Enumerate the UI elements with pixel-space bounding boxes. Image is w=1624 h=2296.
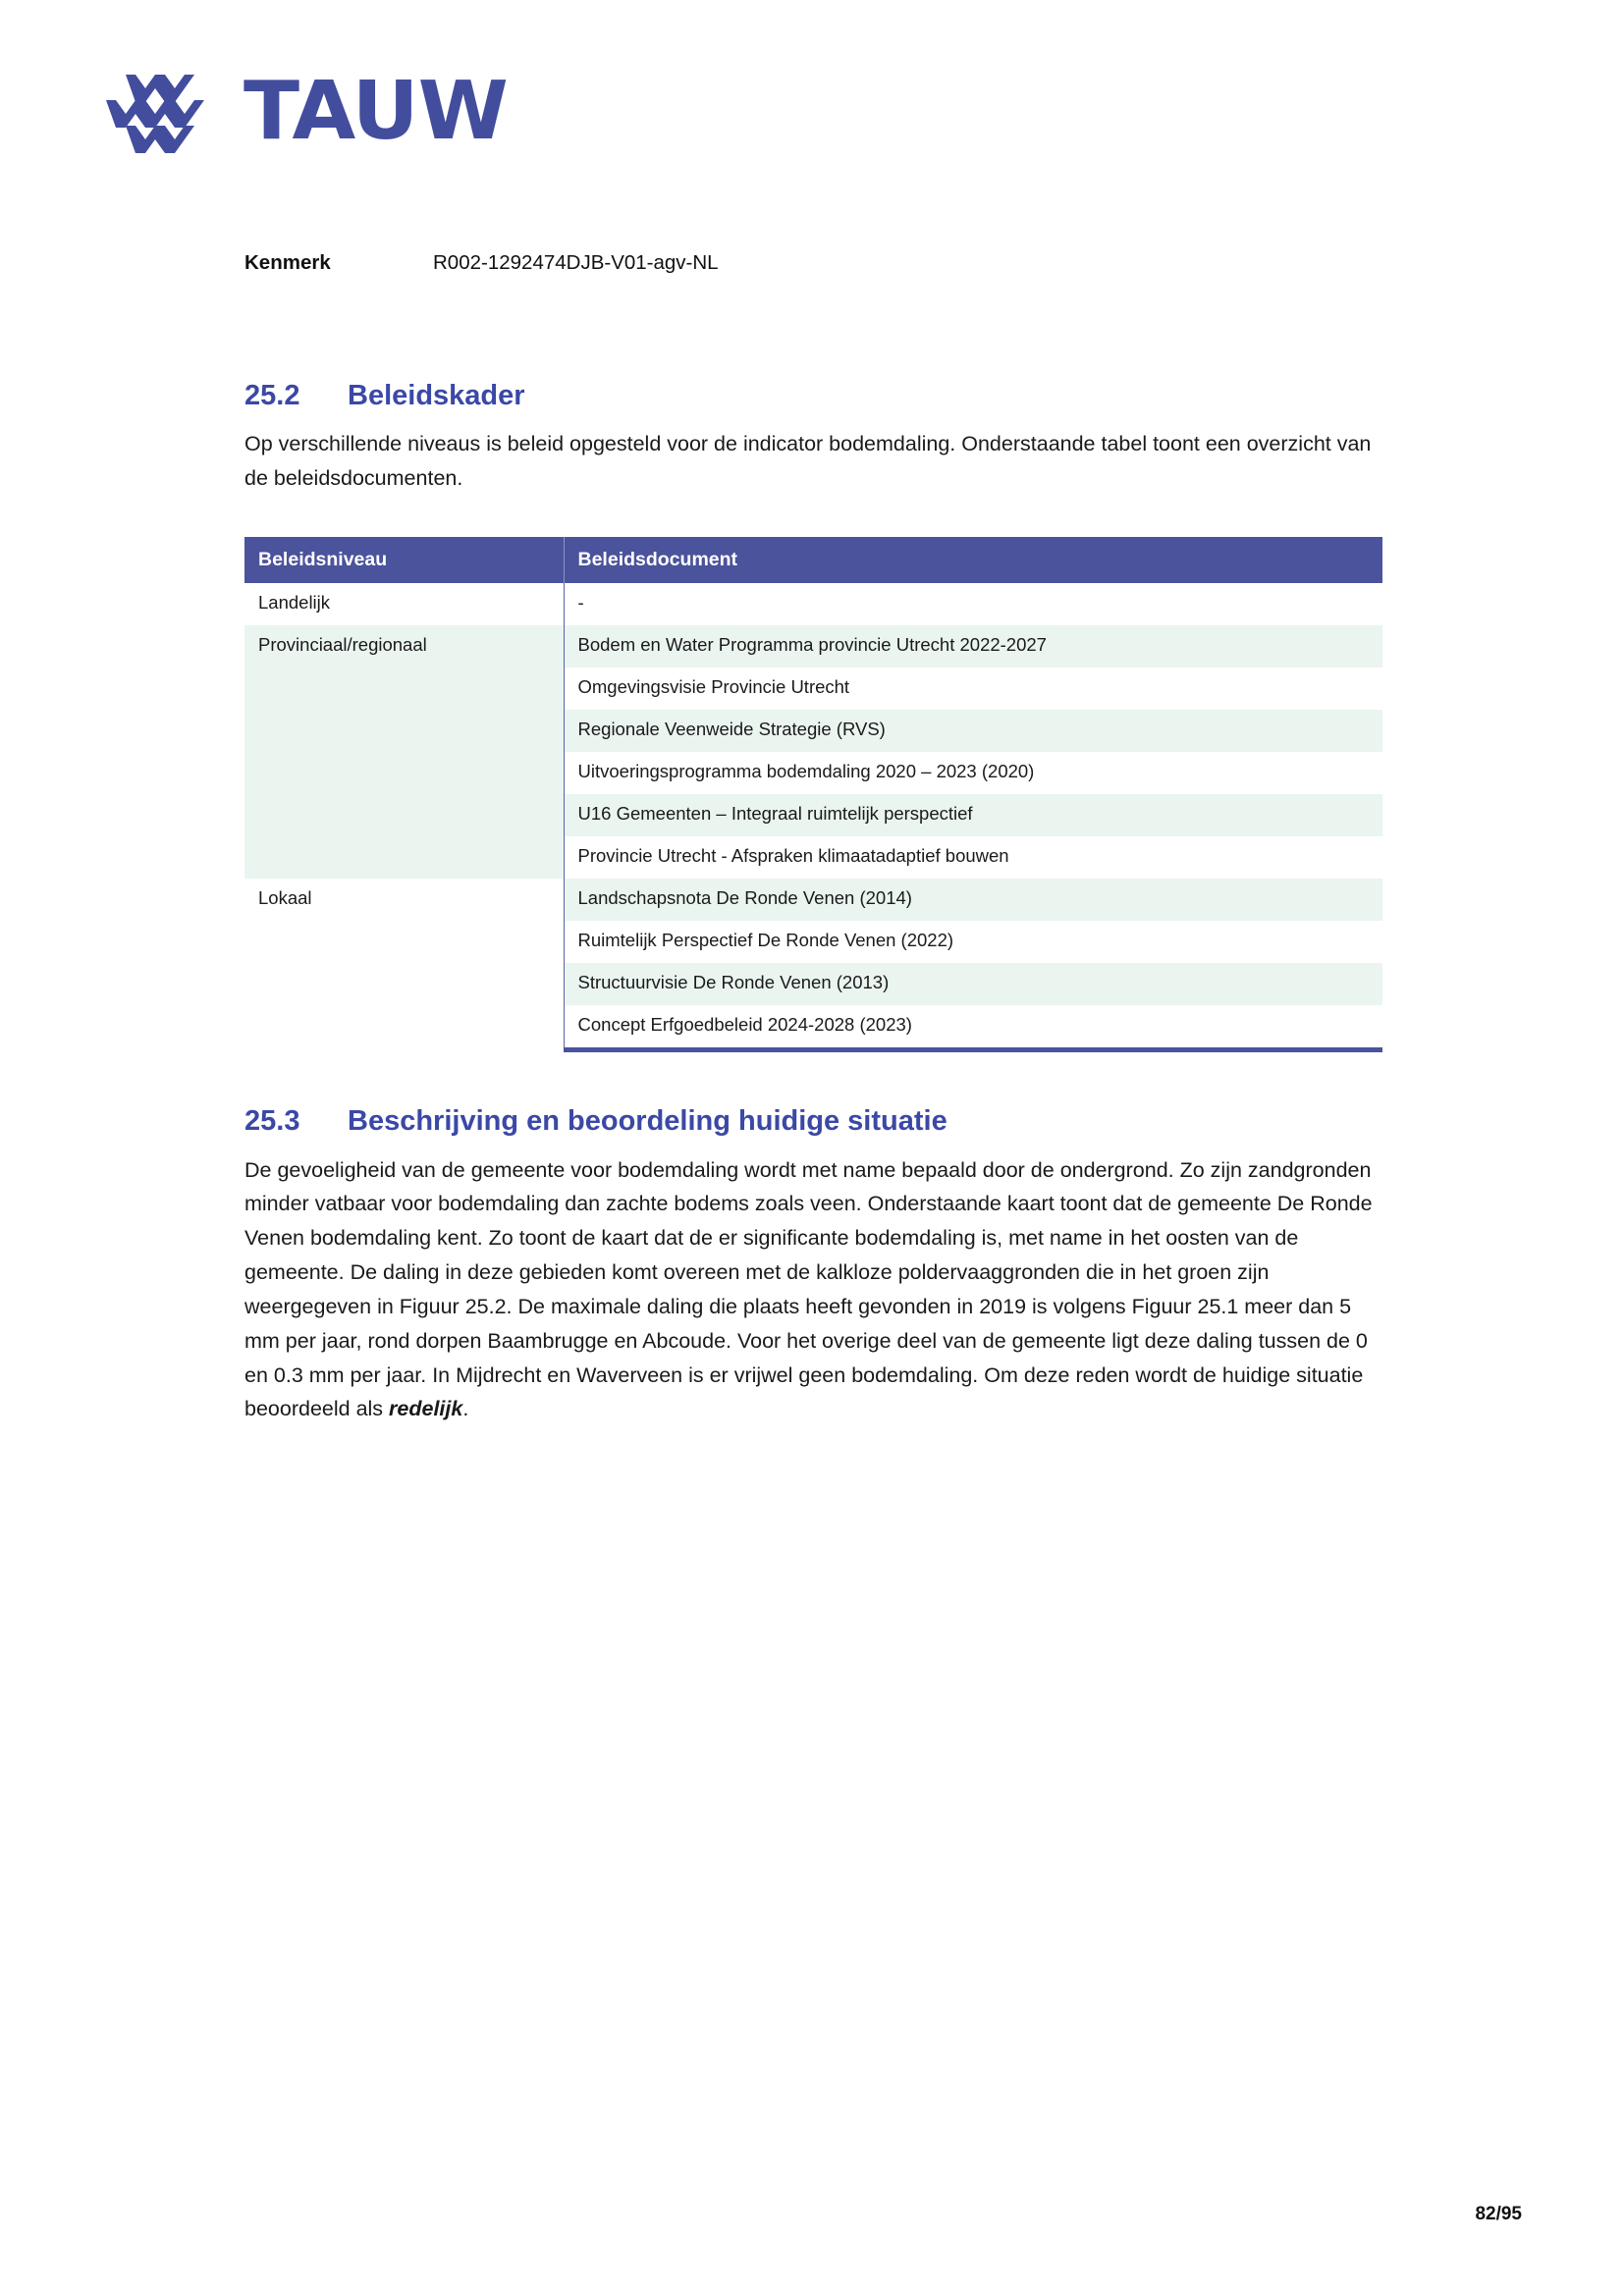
heading-25-2-number: 25.2 xyxy=(244,380,300,411)
table-cell-document: Structuurvisie De Ronde Venen (2013) xyxy=(564,963,1382,1005)
table-cell-level: Lokaal xyxy=(244,879,564,1050)
heading-25-2-title: Beleidskader xyxy=(348,380,525,411)
paragraph-25-3-emphasis: redelijk xyxy=(389,1397,463,1421)
policy-table-header-row xyxy=(244,537,1382,583)
table-cell-document: Ruimtelijk Perspectief De Ronde Venen (2022) xyxy=(564,921,1382,963)
kenmerk-value: R002-1292474DJB-V01-agv-NL xyxy=(433,251,719,274)
table-cell-level: Provinciaal/regionaal xyxy=(244,625,564,879)
heading-25-2 xyxy=(244,378,1382,413)
policy-table-header-beleidsniveau: Beleidsniveau xyxy=(244,537,564,583)
kenmerk-label: Kenmerk xyxy=(244,251,331,274)
page-number: 82/95 xyxy=(1475,2204,1522,2224)
document-content xyxy=(244,378,1382,1426)
policy-table-body xyxy=(244,583,1382,1050)
policy-table xyxy=(244,537,1382,1052)
tauw-wordmark: TAUW xyxy=(244,65,508,158)
heading-25-3-number: 25.3 xyxy=(244,1105,300,1138)
heading-25-3 xyxy=(244,1103,1382,1139)
table-cell-document: Bodem en Water Programma provincie Utrecht 2022-2027 xyxy=(564,625,1382,667)
table-cell-document: - xyxy=(564,583,1382,625)
tauw-logo xyxy=(102,61,508,163)
heading-25-3-title: Beschrijving en beoordeling huidige situatie xyxy=(348,1105,947,1138)
paragraph-25-2: Op verschillende niveaus is beleid opgesteld voor de indicator bodemdaling. Onderstaande tabel toont een overzicht van de beleidsdocumenten. xyxy=(244,432,1372,491)
policy-table-header-beleidsdocument: Beleidsdocument xyxy=(564,537,1382,583)
table-cell-document: Landschapsnota De Ronde Venen (2014) xyxy=(564,879,1382,921)
table-row xyxy=(244,583,1382,625)
policy-table-head xyxy=(244,537,1382,583)
table-cell-document: Regionale Veenweide Strategie (RVS) xyxy=(564,710,1382,752)
table-cell-level: Landelijk xyxy=(244,583,564,625)
table-row xyxy=(244,625,1382,667)
tauw-logo-mark xyxy=(102,61,218,163)
table-cell-document: Uitvoeringsprogramma bodemdaling 2020 – 2023 (2020) xyxy=(564,752,1382,794)
paragraph-25-3-main: De gevoeligheid van de gemeente voor bodemdaling wordt met name bepaald door de ondergrond. Zo zijn zandgronden minder vatbaar voor bodemdaling dan zachte bodems zoals veen. Onderstaande kaart toont dat de gemeente De Ronde Venen bodemdaling kent. Zo toont de kaart dat de er significante bodemdaling is, met name in het oosten van de gemeente. De daling in deze gebieden komt overeen met de kalkloze poldervaaggronden die in het groen zijn weergegeven in Figuur 25.2. De maximale daling die plaats heeft gevonden in 2019 is volgens Figuur 25.1 meer dan 5 mm per jaar, rond dorpen Baambrugge en Abcoude. Voor het overige deel van de gemeente ligt deze daling tussen de 0 en 0.3 mm per jaar. In Mijdrecht en Waverveen is er vrijwel geen bodemdaling. Om deze reden wordt de huidige situatie beoordeeld als xyxy=(244,1157,1373,1421)
table-cell-document: Concept Erfgoedbeleid 2024-2028 (2023) xyxy=(564,1005,1382,1050)
table-cell-document: Omgevingsvisie Provincie Utrecht xyxy=(564,667,1382,710)
kenmerk xyxy=(244,250,719,277)
table-row xyxy=(244,879,1382,921)
policy-table-container xyxy=(244,537,1382,1052)
paragraph-25-3-tail: . xyxy=(462,1397,469,1421)
table-cell-document: U16 Gemeenten – Integraal ruimtelijk perspectief xyxy=(564,794,1382,836)
paragraph-25-3 xyxy=(244,1153,1382,1427)
table-cell-document: Provincie Utrecht - Afspraken klimaatadaptief bouwen xyxy=(564,836,1382,879)
